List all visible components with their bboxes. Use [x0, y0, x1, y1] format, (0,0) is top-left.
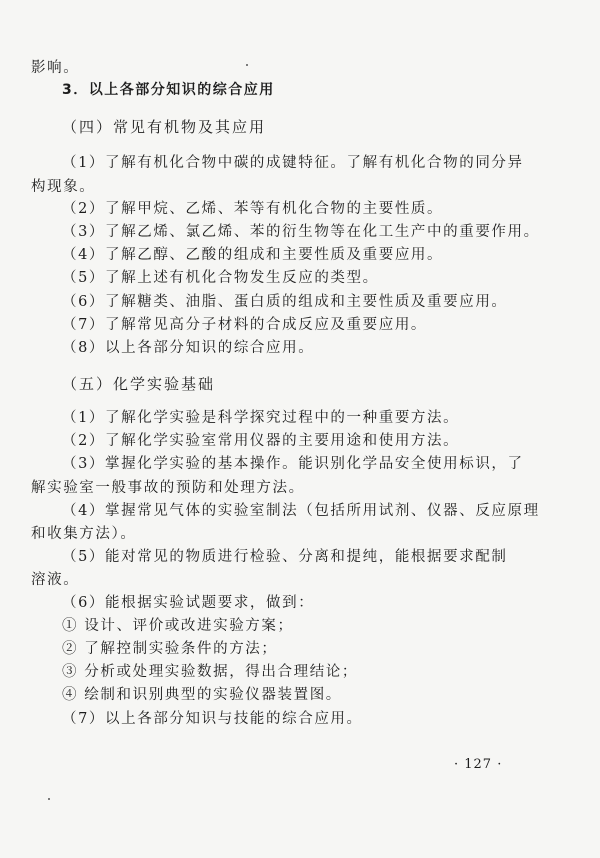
- list-item-continuation: 和收集方法）。: [31, 526, 137, 542]
- sub-list-item: ③ 分析或处理实验数据，得出合理结论；: [62, 664, 359, 680]
- list-item: （3）掌握化学实验的基本操作。能识别化学品安全使用标识，了: [62, 456, 524, 472]
- list-item-continuation: 解实验室一般事故的预防和处理方法。: [31, 480, 305, 496]
- list-item: （4）掌握常见气体的实验室制法（包括所用试剂、仪器、反应原理: [62, 503, 540, 519]
- sub-list-item: ① 设计、评价或改进实验方案；: [62, 618, 294, 634]
- sub-list-item: ② 了解控制实验条件的方法；: [62, 641, 278, 657]
- list-item: （7）了解常见高分子材料的合成反应及重要应用。: [62, 317, 428, 333]
- list-item: （6）了解糖类、油脂、蛋白质的组成和主要性质及重要应用。: [62, 294, 508, 310]
- list-item-continuation: 溶液。: [31, 572, 80, 588]
- section-heading-experiment: （五）化学实验基础: [62, 375, 216, 393]
- list-item: （6）能根据实验试题要求，做到：: [62, 595, 315, 611]
- list-item: （1）了解有机化合物中碳的成键特征。了解有机化合物的同分异: [62, 155, 524, 171]
- list-item: （3）了解乙烯、氯乙烯、苯的衍生物等在化工生产中的重要作用。: [62, 224, 540, 240]
- list-item: （5）能对常见的物质进行检验、分离和提纯，能根据要求配制: [62, 549, 508, 565]
- scan-speck: [246, 64, 248, 66]
- page-number: · 127 ·: [454, 757, 503, 772]
- scan-speck: [48, 798, 50, 800]
- list-item: （5）了解上述有机化合物发生反应的类型。: [62, 270, 379, 286]
- paragraph-tail: 影响。: [31, 60, 80, 76]
- list-item: （1）了解化学实验是科学探究过程中的一种重要方法。: [62, 410, 460, 426]
- list-item: （8）以上各部分知识的综合应用。: [62, 340, 315, 356]
- section-heading-organic: （四）常见有机物及其应用: [62, 118, 267, 136]
- list-item: （4）了解乙醇、乙酸的组成和主要性质及重要应用。: [62, 247, 444, 263]
- list-item-continuation: 构现象。: [31, 179, 96, 195]
- list-item: （2）了解甲烷、乙烯、苯等有机化合物的主要性质。: [62, 201, 444, 217]
- item-heading: 3．以上各部分知识的综合应用: [62, 82, 275, 98]
- list-item: （7）以上各部分知识与技能的综合应用。: [62, 711, 363, 727]
- sub-list-item: ④ 绘制和识别典型的实验仪器装置图。: [62, 687, 342, 703]
- list-item: （2）了解化学实验室常用仪器的主要用途和使用方法。: [62, 433, 460, 449]
